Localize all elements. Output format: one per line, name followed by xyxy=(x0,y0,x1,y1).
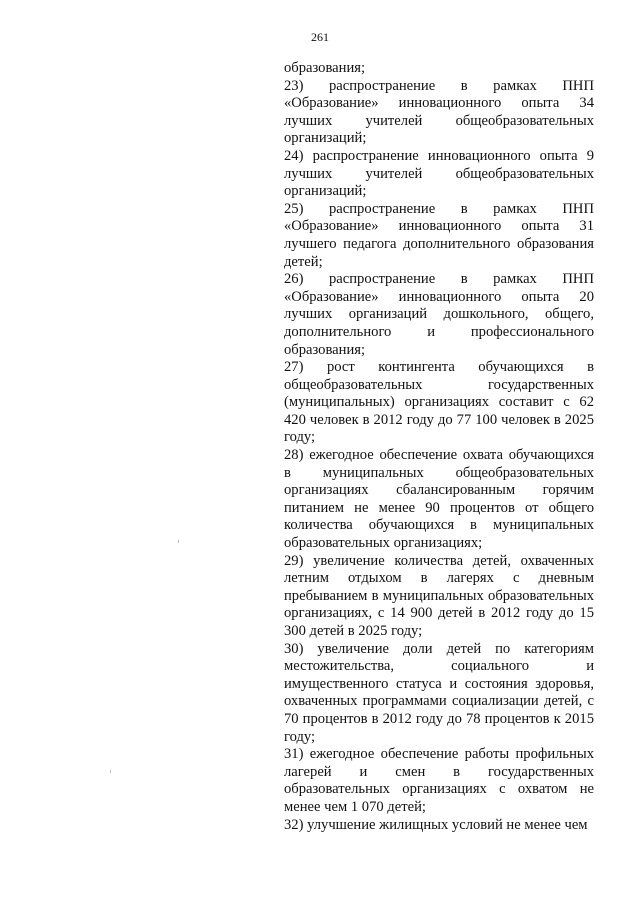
list-item-27: 27) рост контингента обучающихся в общеобразовательных государственных (муниципальных) организациях составит с 62 420 человек в 2012 году до 77 100 человек в 2025 году; xyxy=(284,359,594,446)
lead-text: образования; xyxy=(284,60,366,76)
list-item-31: 31) ежегодное обеспечение работы профильных лагерей и смен в государственных образовательных организациях с охватом не менее чем 1 070 детей; xyxy=(284,746,594,815)
list-item-26: 26) распространение в рамках ПНП «Образование» инновационного опыта 20 лучших организаций дошкольного, общего, дополнительного и профессионального образования; xyxy=(284,271,594,358)
list-item-28: 28) ежегодное обеспечение охвата обучающихся в муниципальных общеобразовательных организациях сбалансированным горячим питанием не менее 90 процентов от общего количества обучающихся в муниципальных образовательных организациях; xyxy=(284,447,594,552)
page-number: 261 xyxy=(311,30,329,44)
list-item-30: 30) увеличение доли детей по категориям местожительства, социального и имущественного статуса и состояния здоровья, охваченных программами социализации детей, с 70 процентов в 2012 году до 78 процентов к 2015 году; xyxy=(284,640,594,745)
list-item-32: 32) улучшение жилищных условий не менее чем xyxy=(284,816,588,833)
list-item-23: 23) распространение в рамках ПНП «Образование» инновационного опыта 34 лучших учителей общеобразовательных организаций; xyxy=(284,77,594,147)
document-column xyxy=(284,60,594,834)
list-item-25: 25) распространение в рамках ПНП «Образование» инновационного опыта 31 лучшего педагога дополнительного образования детей; xyxy=(284,200,594,270)
list-item-29: 29) увеличение количества детей, охваченных летним отдыхом в лагерях с дневным пребыванием в муниципальных образовательных организациях, с 14 900 детей в 2012 году до 15 300 детей в 2025 году; xyxy=(284,552,594,639)
scan-artifact-mark xyxy=(178,540,179,543)
list-item-24: 24) распространение инновационного опыта 9 лучших учителей общеобразовательных организаций; xyxy=(284,147,594,200)
scan-artifact-mark xyxy=(110,770,111,773)
